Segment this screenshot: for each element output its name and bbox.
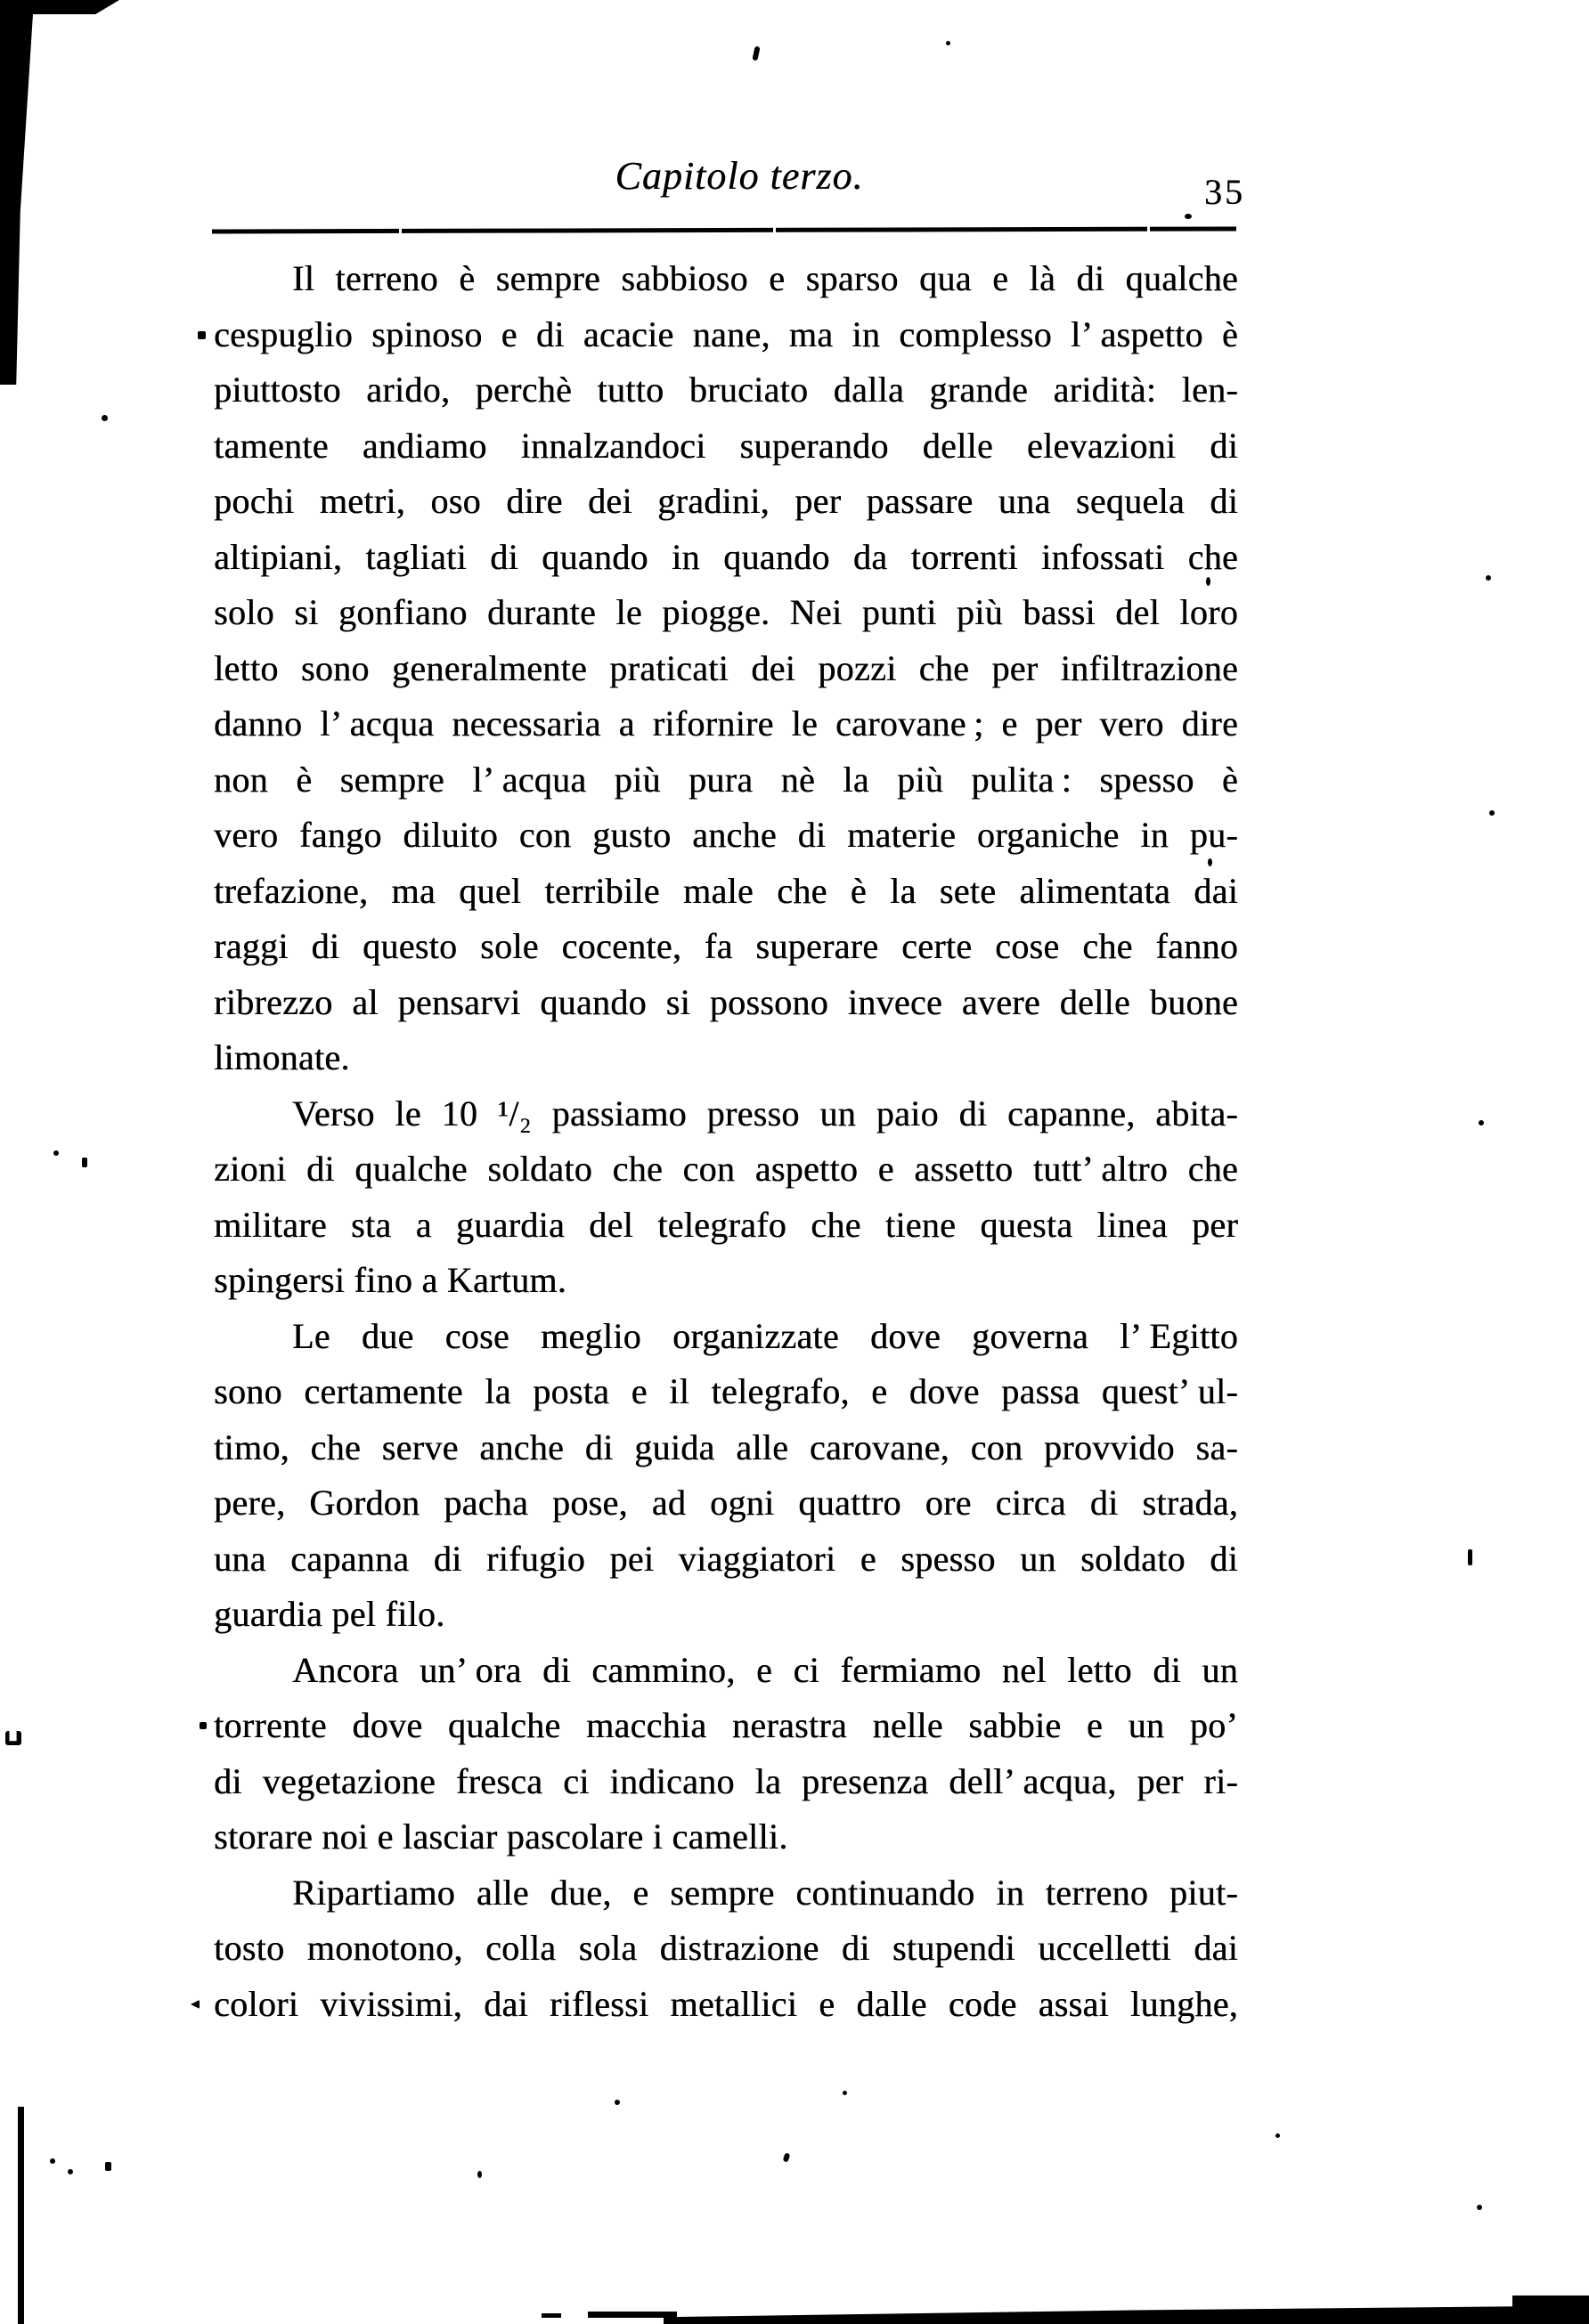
text-line: pere, Gordon pacha pose, ad ogni quattro ore circa di strada, [214,1483,1238,1523]
ink-speck [946,41,950,45]
ink-speck [615,2100,620,2105]
scan-bar-bottom [664,2304,1589,2324]
ink-speck [50,2158,55,2164]
ink-speck [1275,2133,1280,2138]
scan-bar-bottom-dash [542,2313,561,2318]
ink-speck [1206,577,1210,586]
text-line: militare sta a guardia del telegrafo che tiene questa linea per [214,1204,1238,1245]
header-rule [212,226,1236,233]
ink-speck [191,2000,200,2009]
text-block [214,251,1238,2032]
ink-speck [53,1150,59,1156]
chapter-title: Capitolo terzo. [615,154,864,198]
text-line: pochi metri, oso dire dei gradini, per passare una sequela di [214,481,1238,521]
text-line: colori vivissimi, dai riflessi metallici e dalle code assai lunghe, [214,1983,1238,2024]
text-line: una capanna di rifugio pei viaggiatori e spesso un soldato di [214,1538,1238,1579]
text-line: cespuglio spinoso e di acacie nane, ma in complesso l’ aspetto è [214,313,1238,354]
scan-bar-top-left [0,0,34,385]
text-line: non è sempre l’ acqua più pura nè la più pulita : spesso è [214,759,1238,800]
ink-speck [1185,214,1192,219]
scan-bar-bottom-nub [1512,2296,1589,2324]
text-line: Il terreno è sempre sabbioso e sparso qua e là di qualche [292,258,1238,298]
ink-speck [477,2171,482,2178]
text-line: piuttosto arido, perchè tutto bruciato dalla grande aridità: len- [214,370,1238,410]
text-line: danno l’ acqua necessaria a rifornire le carovane ; e per vero dire [214,703,1238,744]
text-line: Verso le 10 ¹/₂ passiamo presso un paio di capanne, abita- [292,1093,1238,1134]
ink-speck [198,331,206,339]
scan-line-bottom-left [18,2107,24,2324]
text-line: guardia pel filo. [214,1594,445,1634]
text-line: tamente andiamo innalzandoci superando delle elevazioni di [214,425,1238,466]
ink-speck [1489,810,1495,816]
text-line: spingersi fino a Kartum. [214,1260,567,1300]
ink-speck [1486,575,1491,581]
scan-bar-top-left-nub [0,0,119,14]
text-line: sono certamente la posta e il telegrafo, e dove passa quest’ ul- [214,1371,1238,1411]
ink-speck [68,2169,73,2174]
text-line: Ripartiamo alle due, e sempre continuando in terreno piut- [292,1872,1238,1913]
text-line: Le due cose meglio organizzate dove governa l’ Egitto [292,1315,1238,1356]
text-line: torrente dove qualche macchia nerastra nelle sabbie e un po’ [214,1705,1238,1745]
page-number: 35 [1204,172,1245,212]
text-line: letto sono generalmente praticati dei pozzi che per infiltrazione [214,647,1238,688]
ink-speck [783,2152,791,2162]
ink-speck [200,1722,207,1729]
ink-speck [82,1158,87,1167]
scan-bar-bottom-lead [588,2312,677,2318]
ink-speck [752,46,760,61]
ink-speck [102,415,108,421]
ink-speck [105,2162,111,2171]
text-line: Ancora un’ ora di cammino, e ci fermiamo nel letto di un [292,1649,1238,1690]
text-line: raggi di questo sole cocente, fa superare certe cose che fanno [214,926,1238,966]
ink-speck [1479,1120,1484,1125]
text-line: di vegetazione fresca ci indicano la presenza dell’ acqua, per ri- [214,1760,1238,1801]
text-line: vero fango diluito con gusto anche di materie organiche in pu- [214,815,1238,855]
text-line: timo, che serve anche di guida alle carovane, con provvido sa- [214,1426,1238,1467]
text-line: solo si gonfiano durante le piogge. Nei punti più bassi del loro [214,592,1238,632]
ink-speck [843,2091,847,2095]
text-line: limonate. [214,1037,350,1077]
text-line: storare noi e lasciar pascolare i camelli. [214,1816,788,1857]
ink-speck [1208,858,1212,866]
text-line: altipiani, tagliati di quando in quando da torrenti infossati che [214,536,1238,577]
ink-speck [1468,1549,1472,1565]
ink-speck [5,1731,21,1745]
ink-speck [1477,2205,1482,2210]
text-line: ribrezzo al pensarvi quando si possono invece avere delle buone [214,981,1238,1022]
text-line: tosto monotono, colla sola distrazione di stupendi uccelletti dai [214,1928,1238,1968]
text-line: zioni di qualche soldato che con aspetto e assetto tutt’ altro che [214,1149,1238,1189]
text-line: trefazione, ma quel terribile male che è la sete alimentata dai [214,870,1238,911]
